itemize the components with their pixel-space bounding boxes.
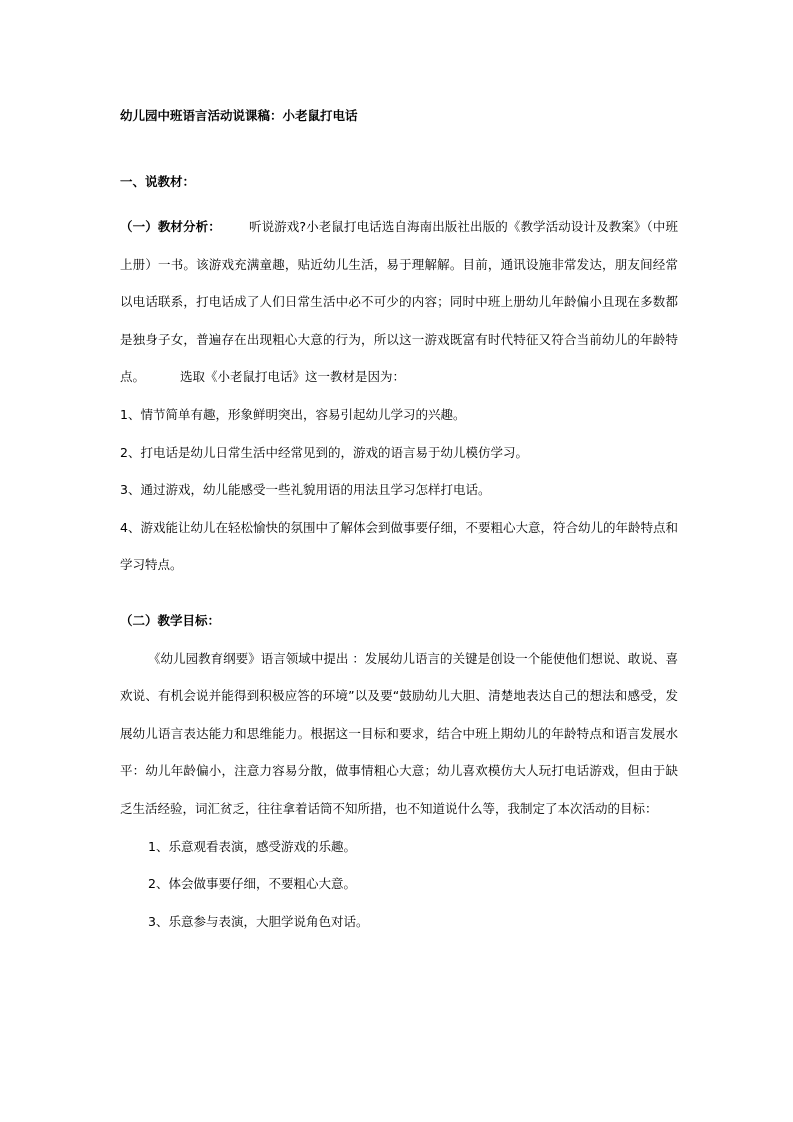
goal-item-1: 1、乐意观看表演，感受游戏的乐趣。 xyxy=(148,838,356,854)
section-heading-teaching-goals: （二）教学目标： xyxy=(120,612,221,628)
document-body xyxy=(120,106,678,940)
goal-item-3: 3、乐意参与表演，大胆学说角色对话。 xyxy=(148,913,369,929)
section-heading-teaching-material: 一、说教材： xyxy=(120,174,196,189)
reason-item-2: 2、打电话是幼儿日常生活中经常见到的，游戏的语言易于幼儿模仿学习。 xyxy=(120,444,528,460)
reason-item-3: 3、通过游戏，幼儿能感受一些礼貌用语的用法且学习怎样打电话。 xyxy=(120,482,491,498)
material-analysis-text: 听说游戏?小老鼠打电话选自海南出版社出版的《教学活动设计及教案》（中班上册）一书。该游戏充满童趣，贴近幼儿生活，易于理解解。目前，通讯设施非常发达，朋友间经常以电话联系，打电话成了人们日常生活中必不可少的内容；同时中班上册幼儿年龄偏小且现在多数都是独身子女，普遍存在出现粗心大意的行为，所以这一游戏既富有时代特征又符合当前幼儿的年龄特点。 xyxy=(120,219,678,385)
material-selection-reason-intro: 选取《小老鼠打电话》这一教材是因为： xyxy=(180,369,406,385)
document-title: 幼儿园中班语言活动说课稿：小老鼠打电话 xyxy=(120,108,358,123)
teaching-goals-intro-paragraph: 《幼儿园教育纲要》语言领域中提出 ：发展幼儿语言的关键是创设一个能使他们想说、敢说、喜欢说、有机会说并能得到积极应答的环境”以及要“鼓励幼儿大胆、清楚地表达自己的想法和感受，发展幼儿语言表达能力和思维能力。根据这一目标和要求，结合中班上期幼儿的年龄特点和语言发展水平：幼儿年龄偏小，注意力容易分散，做事情粗心大意；幼儿喜欢模仿大人玩打电话游戏，但由于缺乏生活经验，词汇贫乏，往往拿着话筒不知所措，也不知道说什么等，我制定了本次活动的目标： xyxy=(120,650,678,816)
reason-item-4: 4、游戏能让幼儿在轻松愉快的氛围中了解体会到做事要仔细，不要粗心大意，符合幼儿的年龄特点和学习特点。 xyxy=(120,519,678,573)
material-analysis-label: （一）教材分析： xyxy=(120,219,221,234)
material-analysis-paragraph xyxy=(120,208,678,396)
reason-item-1: 1、情节简单有趣，形象鲜明突出，容易引起幼儿学习的兴趣。 xyxy=(120,406,466,422)
goal-item-2: 2、体会做事要仔细，不要粗心大意。 xyxy=(148,876,356,892)
